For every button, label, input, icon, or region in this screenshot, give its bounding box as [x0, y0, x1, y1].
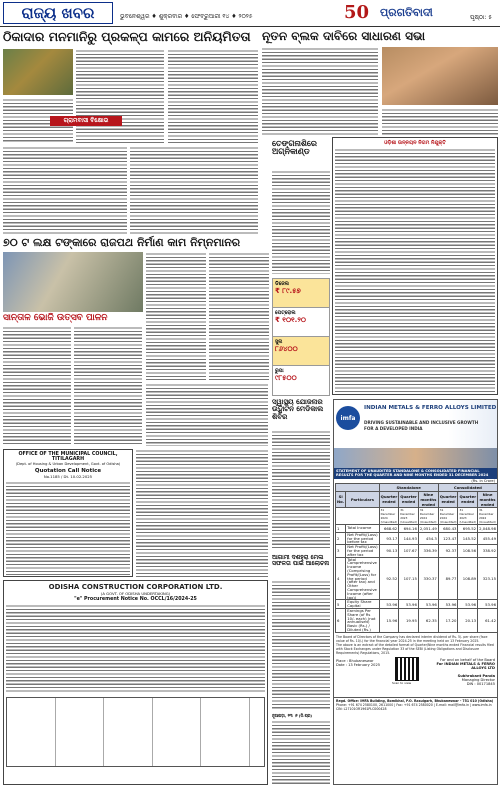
- story6-body: [272, 170, 330, 274]
- imfa-footer: [334, 697, 497, 712]
- th-slno: Sl No.: [336, 491, 346, 507]
- muni-number: No.1185 / Dt. 10.02.2025: [43, 474, 93, 479]
- story3-photo: [382, 47, 498, 105]
- fin-row-value: 53.96: [438, 600, 458, 609]
- fin-row: [336, 545, 498, 557]
- bottom-ad-headline: ସ୍ୱାସ୍ଥ୍ୟ ଯୋଜନାର ଉଦ୍ଘାଟନ ମେଡିକାଲ ଶିବିର: [272, 398, 324, 421]
- fin-row-particular: Total Comprehensive Income (Comprising Profit/(Loss) for the period (after tax) and Other Comprehensive Income (after tax)): [346, 557, 379, 600]
- th-standalone: Standalone: [379, 483, 438, 491]
- imfa-notes: [334, 633, 497, 657]
- muni-call: Quotation Call Notice: [34, 468, 102, 474]
- fin-row-value: 330.37: [418, 557, 438, 600]
- fin-row-value: 92.37: [438, 545, 458, 557]
- fin-row-no: 2: [336, 532, 346, 544]
- lead-body-1: [76, 49, 164, 143]
- story4-photo: [3, 252, 143, 312]
- fin-row-value: 336.39: [418, 545, 438, 557]
- th-col6: Nine months ended: [479, 491, 496, 507]
- fin-row-value: 20.13: [458, 608, 478, 632]
- imfa-signoff: [334, 657, 497, 697]
- masthead-title: ରାଜ୍ୟ ଖବର: [3, 2, 113, 24]
- td-date6: 31 December 2024 (Unaudited): [479, 507, 496, 524]
- th-col2: Quarter ended: [399, 491, 419, 507]
- rate-diesel: [273, 279, 329, 308]
- fin-row-value: 144.93: [399, 532, 419, 544]
- muni-body: [6, 481, 130, 575]
- fin-row-value: 694.16: [399, 524, 419, 532]
- rate-gold: [273, 337, 329, 366]
- imfa-contact: Phone: +91 674 2580100, 2611000 | Fax: +91 674 2580020 | E-mail: mail@imfa.in | www.imfa.in: [336, 702, 492, 707]
- story3-body-1: [262, 47, 378, 135]
- fin-row-value: 668.62: [379, 524, 399, 532]
- imfa-qr-label: Scan to view: [392, 680, 412, 685]
- fin-row-particular: Equity Share Capital: [346, 600, 379, 609]
- fin-row-value: 61.42: [478, 608, 498, 632]
- fin-row-particular: Net Profit/(Loss) for the period after tax: [347, 544, 378, 557]
- imfa-note-2: The above is an extract of the detailed format of Quarter/Nine months ended Financial results filed with Stock Exchanges under Regulation 33 of the SEBI (Listing Obligations and Disclosure Requirements) Regulations, 2015.: [336, 642, 494, 655]
- lead-body-4: [130, 146, 258, 234]
- fin-row-particular: Net Profit/(Loss) for the period before tax: [347, 531, 378, 545]
- th-col3: Nine months ended: [420, 491, 437, 507]
- lead-photo: [3, 49, 73, 95]
- th-col4: Quarter ended: [438, 491, 458, 507]
- lead-headline: ଠିକାଦାର ମନମାନିରୁ ପ୍ରକଳ୍ପ କାମରେ ଅନିୟମିତତା: [3, 29, 251, 44]
- th-particulars: Particulars: [346, 491, 379, 507]
- story4-headline: ୭୦ ଟ ଲକ୍ଷ ଟଙ୍କାରେ ରାଜପଥ ନିର୍ମାଣ କାମ ନିମ୍ନମାନର: [3, 236, 241, 249]
- fin-row-value: 17.20: [438, 608, 458, 632]
- rate-diesel-label: ଡିଜେଲ: [275, 281, 290, 287]
- th-consolidated: Consolidated: [438, 483, 497, 491]
- fin-row-particular: Total Income: [346, 524, 379, 532]
- imfa-qr: [396, 658, 418, 680]
- imfa-unit: (Rs. in Crore): [471, 478, 495, 483]
- fin-row-value: 19.95: [399, 608, 419, 632]
- fin-row-value: 123.47: [438, 532, 458, 544]
- rate-petrol: [273, 308, 329, 337]
- municipal-notice: [3, 449, 133, 577]
- fin-row-value: 338.92: [478, 545, 498, 557]
- story7-body: [272, 580, 330, 710]
- story5-headline: ସାନ୍ତାଳ ଭୋଜି ଉତ୍ସବ ପାଳନ: [3, 313, 108, 323]
- imfa-note-1: The Board of Directors of the Company has declared interim dividend of Rs. 5/- per share (face value of Rs. 10/-) for the financial year 2024-25 in the meeting held on 13 February 2025.: [336, 634, 488, 643]
- fin-row-no: 6: [336, 608, 346, 632]
- muni-subtitle: (Dept. of Housing & Urban Development, Govt. of Odisha): [15, 462, 121, 466]
- fin-row-value: 107.15: [399, 557, 419, 600]
- fin-row-value: 53.96: [478, 600, 498, 609]
- imfa-signatory: Subhrakant Panda: [457, 673, 495, 678]
- fin-row: [336, 532, 498, 544]
- rate-petrol-value: ₹ ୧୦୧.୨୦: [275, 316, 306, 324]
- th-col5: Quarter ended: [458, 491, 478, 507]
- muni-side-story: [136, 449, 268, 577]
- imfa-place: Place : Bhubaneswar: [336, 658, 374, 663]
- rate-gold-label: ସୁନା: [275, 339, 283, 345]
- market-rates: [272, 278, 330, 396]
- rate-gold-value: ୮୬୪୦୦: [275, 345, 298, 353]
- fin-row-no: 1: [336, 524, 346, 532]
- occ-body: [6, 604, 265, 694]
- fin-row-value: 107.67: [399, 545, 419, 557]
- story3-body-2: [382, 108, 498, 135]
- imfa-photo: [334, 448, 497, 468]
- occ-subtitle: (A GOVT. OF ODISHA UNDERTAKING): [100, 591, 171, 596]
- fin-row-value: 53.96: [379, 600, 399, 609]
- header-rule: [0, 26, 500, 27]
- fin-row-value: 93.17: [379, 532, 399, 544]
- fin-row-no: 4: [336, 557, 346, 600]
- fin-row-value: 695.52: [458, 524, 478, 532]
- imfa-results-rows: [336, 524, 498, 632]
- th-col1: Quarter ended: [379, 491, 399, 507]
- imfa-cin: CIN: L27101OR1961PLC000428: [336, 706, 387, 711]
- fin-row-value: 2,048.98: [479, 525, 496, 531]
- fin-row-value: 92.52: [379, 557, 399, 600]
- imfa-ad: [333, 399, 498, 785]
- fin-row-value: 108.89: [458, 557, 478, 600]
- rate-silver-value: ୯୮୫୦୦: [275, 374, 297, 382]
- occ-title: ODISHA CONSTRUCTION CORPORATION LTD.: [48, 583, 223, 591]
- td-date1: 31 December 2024 (Unaudited): [380, 507, 398, 524]
- story5-body-2: [74, 326, 142, 446]
- imfa-tagline-1: DRIVING SUSTAINABLE AND INCLUSIVE GROWTH: [364, 420, 479, 425]
- muni-title: OFFICE OF THE MUNICIPAL COUNCIL, TITILAGARH: [18, 452, 118, 462]
- story6-headline: ତେଙ୍ଗନାଶିରେ ଅଗ୍ନିକାଣ୍ଡ: [272, 139, 317, 157]
- story4-body-1: [146, 252, 206, 380]
- fin-row-no: 3: [336, 545, 346, 557]
- occ-table: [6, 697, 265, 767]
- fin-row: [336, 608, 498, 632]
- fin-row-particular: Earnings Per Share (of Rs 10/- each) (not annualised) Basic (Rs.) / Diluted (Rs.): [346, 608, 379, 632]
- occ-call: "e" Procurement Notice No. OCCL/16/2024-25: [74, 597, 197, 602]
- lead-body-3: [3, 146, 127, 234]
- fin-row-value: 90.13: [379, 545, 399, 557]
- fin-row-value: 145.52: [458, 532, 478, 544]
- occ-notice: [3, 580, 268, 785]
- imfa-for-label: For and on behalf of the Board: [440, 657, 495, 662]
- fin-row: [336, 557, 498, 600]
- fin-row-value: 53.96: [418, 600, 438, 609]
- story7-body-2: [272, 720, 330, 784]
- fin-row-value: 454.3: [418, 532, 438, 544]
- imfa-banner: [334, 400, 497, 448]
- story4-body-2: [209, 252, 269, 380]
- imfa-regd: Regd. Office: IMFA Building, Bomikhal, P.O. Rasulgarh, Bhubaneswar - 751 010 (Odisha): [336, 698, 494, 703]
- imfa-date: Date : 13 February 2025: [336, 662, 381, 667]
- imfa-logo: imfa: [336, 406, 360, 430]
- fin-row-value: 62.35: [418, 608, 438, 632]
- imfa-for-company: For INDIAN METALS & FERRO ALLOYS LTD: [436, 661, 495, 670]
- lead-body-2: [168, 49, 258, 143]
- fin-row-no: 5: [336, 600, 346, 609]
- fin-row-value: 455.49: [478, 532, 498, 544]
- td-date2: 31 December 2023 (Unaudited): [400, 507, 417, 524]
- story5-body-1: [3, 326, 71, 446]
- fin-row-value: 53.96: [399, 600, 419, 609]
- imfa-company: INDIAN METALS & FERRO ALLOYS LIMITED: [364, 405, 497, 411]
- imfa-din: DIN : 00171845: [466, 681, 495, 686]
- story3-headline: ନୂତନ ବ୍ଲକ ଦାବିରେ ସାଧାରଣ ସଭା: [262, 29, 426, 43]
- imfa-results-table: [335, 483, 498, 633]
- fin-row-value: 89.77: [438, 557, 458, 600]
- td-date4: 31 December 2024 (Unaudited): [439, 507, 457, 524]
- story8-body: [146, 383, 268, 446]
- bottom-story-body: [272, 430, 330, 550]
- td-blank: [336, 507, 380, 524]
- imfa-designation: Managing Director: [461, 677, 495, 682]
- th-blank: [336, 483, 380, 491]
- rate-petrol-label: ପେଟ୍ରୋଲ: [275, 310, 296, 316]
- fin-row-value: 15.96: [379, 608, 399, 632]
- tender-body: [335, 148, 495, 394]
- rate-silver-label: ରୁପା: [275, 368, 284, 374]
- page-number: ପୃଷ୍ଠା: ୫: [470, 14, 492, 21]
- fin-row-value: 680.43: [438, 524, 458, 532]
- tender-title: ଓଡ଼ିଶା ଉନ୍ନୟନ ନିଗମ ନିଯୁକ୍ତି: [384, 140, 446, 146]
- td-date5: 31 December 2023 (Unaudited): [459, 507, 477, 524]
- td-date3: 31 December 2024 (Unaudited): [419, 507, 437, 524]
- story7-headline: ଆଗାମୀ ଦଶହରା ମେଳା ସଫଳତା ପାଇଁ ଆଲୋଚନା: [272, 554, 330, 568]
- rate-diesel-value: ₹ ୮୯.୫୭: [275, 287, 301, 295]
- imfa-signatory-block: [423, 658, 495, 686]
- fin-row-value: 2,051.49: [419, 525, 437, 531]
- fin-row-value: 53.96: [458, 600, 478, 609]
- fin-row-value: 323.15: [478, 557, 498, 600]
- imfa-statement: STATEMENT OF UNAUDITED STANDALONE & CONSOLIDATED FINANCIAL RESULTS FOR THE QUARTER AND NINE MONTHS ENDED 31 DECEMBER 2024: [334, 468, 497, 479]
- fin-row-value: 108.56: [458, 545, 478, 557]
- masthead-subtitle: ଭୁବନେଶ୍ୱର ♦ ଶୁକ୍ରବାର ♦ ଫେବ୍ରୁଆରୀ ୧୪ ♦ ୨୦୨୫: [120, 13, 253, 20]
- rate-silver: [273, 366, 329, 395]
- lead-caption-banner: ଗ୍ରାମବାସୀ ବିକ୍ଷୋଭ: [50, 116, 122, 126]
- anniversary-logo: 50: [344, 2, 370, 23]
- tender-box: [332, 137, 498, 395]
- imfa-tagline-2: FOR A DEVELOPED INDIA: [364, 426, 423, 431]
- brand-name: ପ୍ରଗତିବାଦୀ: [380, 6, 433, 19]
- story-dateline: ନୂଆପଡ଼ା, ୧୩ ।୨ (ନି.ପ୍ର): [272, 713, 313, 718]
